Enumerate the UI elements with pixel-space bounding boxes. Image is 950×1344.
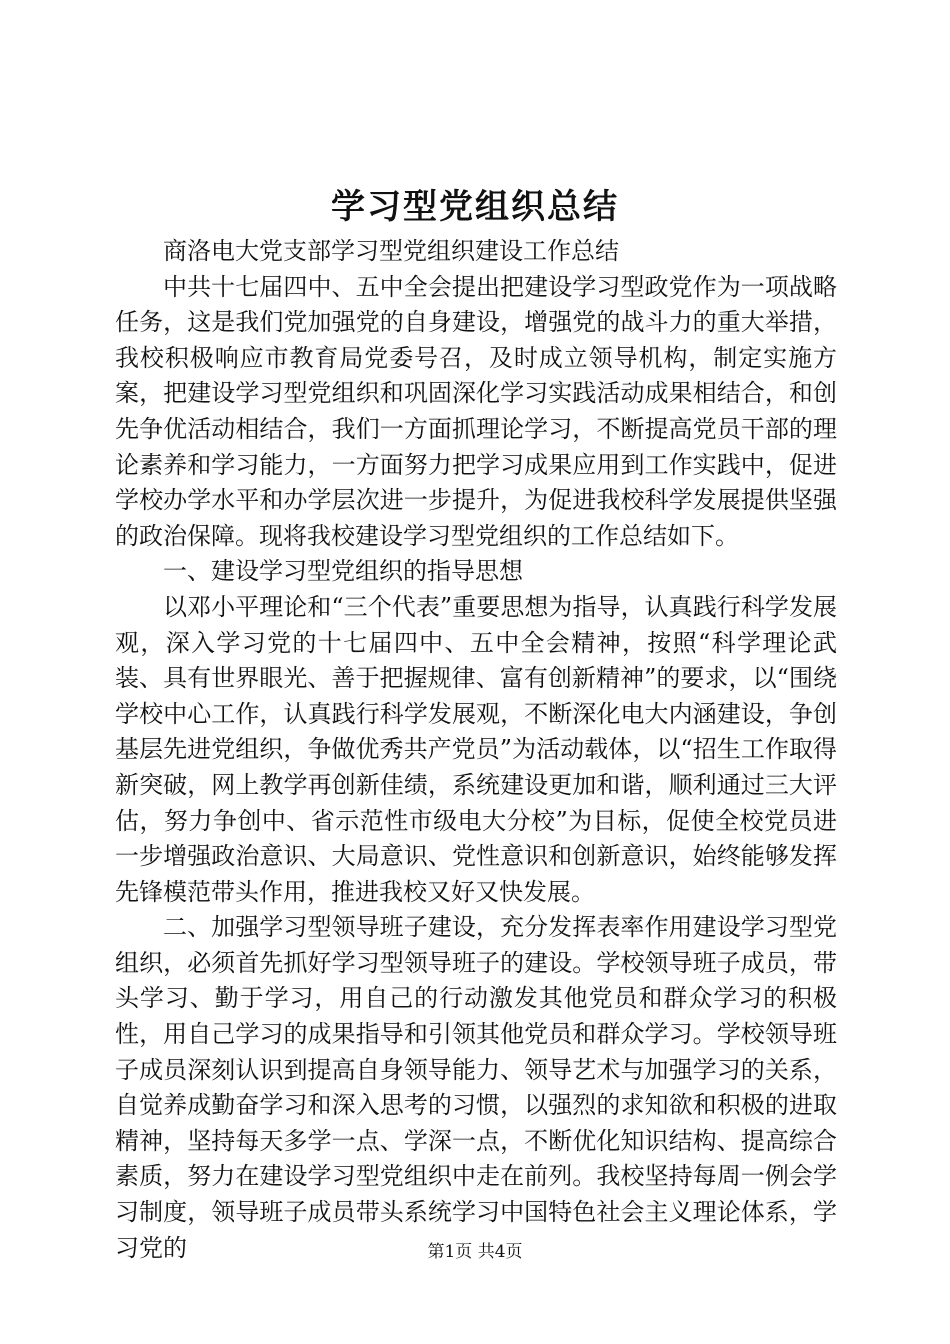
paragraph-subtitle: 商洛电大党支部学习型党组织建设工作总结	[163, 237, 619, 265]
document-body	[115, 234, 837, 1266]
paragraph-heading-1: 一、建设学习型党组织的指导思想	[163, 557, 523, 586]
paragraph-leadership: 二、加强学习型领导班子建设，充分发挥表率作用建设学习型党组织，必须首先抓好学习型领导班子的建设。学校领导班子成员，带头学习、勤于学习，用自己的行动激发其他党员和群众学习的积极性，用自己学习的成果指导和引领其他党员和群众学习。学校领导班子成员深刻认识到提高自身领导能力、领导艺术与加强学习的关系，自觉养成勤奋学习和深入思考的习惯，以强烈的求知欲和积极的进取精神，坚持每天多学一点、学深一点，不断优化知识结构、提高综合素质，努力在建设学习型党组织中走在前列。我校坚持每周一例会学习制度，领导班子成员带头系统学习中国特色社会主义理论体系，学习党的	[115, 913, 837, 1262]
paragraph-intro: 中共十七届四中、五中全会提出把建设学习型政党作为一项战略任务，这是我们党加强党的自身建设，增强党的战斗力的重大举措，我校积极响应市教育局党委号召，及时成立领导机构，制定实施方案，把建设学习型党组织和巩固深化学习实践活动成果相结合，和创先争优活动相结合，我们一方面抓理论学习，不断提高党员干部的理论素养和学习能力，一方面努力把学习成果应用到工作实践中，促进学校办学水平和办学层次进一步提升，为促进我校科学发展提供坚强的政治保障。现将我校建设学习型党组织的工作总结如下。	[115, 272, 837, 550]
document-title: 学习型党组织总结	[331, 187, 619, 227]
paragraph-guiding-thought: 以邓小平理论和“三个代表”重要思想为指导，认真践行科学发展观，深入学习党的十七届四中、五中全会精神，按照“科学理论武装、具有世界眼光、善于把握规律、富有创新精神”的要求，以“围绕学校中心工作，认真践行科学发展观，不断深化电大内涵建设，争创基层先进党组织，争做优秀共产党员”为活动载体，以“招生工作取得新突破，网上教学再创新佳绩，系统建设更加和谐，顺利通过三大评估，努力争创中、省示范性市级电大分校”为目标，促使全校党员进一步增强政治意识、大局意识、党性意识和创新意识，始终能够发挥先锋模范带头作用，推进我校又好又快发展。	[115, 592, 837, 906]
page-footer: 第1页 共4页	[427, 1242, 523, 1262]
